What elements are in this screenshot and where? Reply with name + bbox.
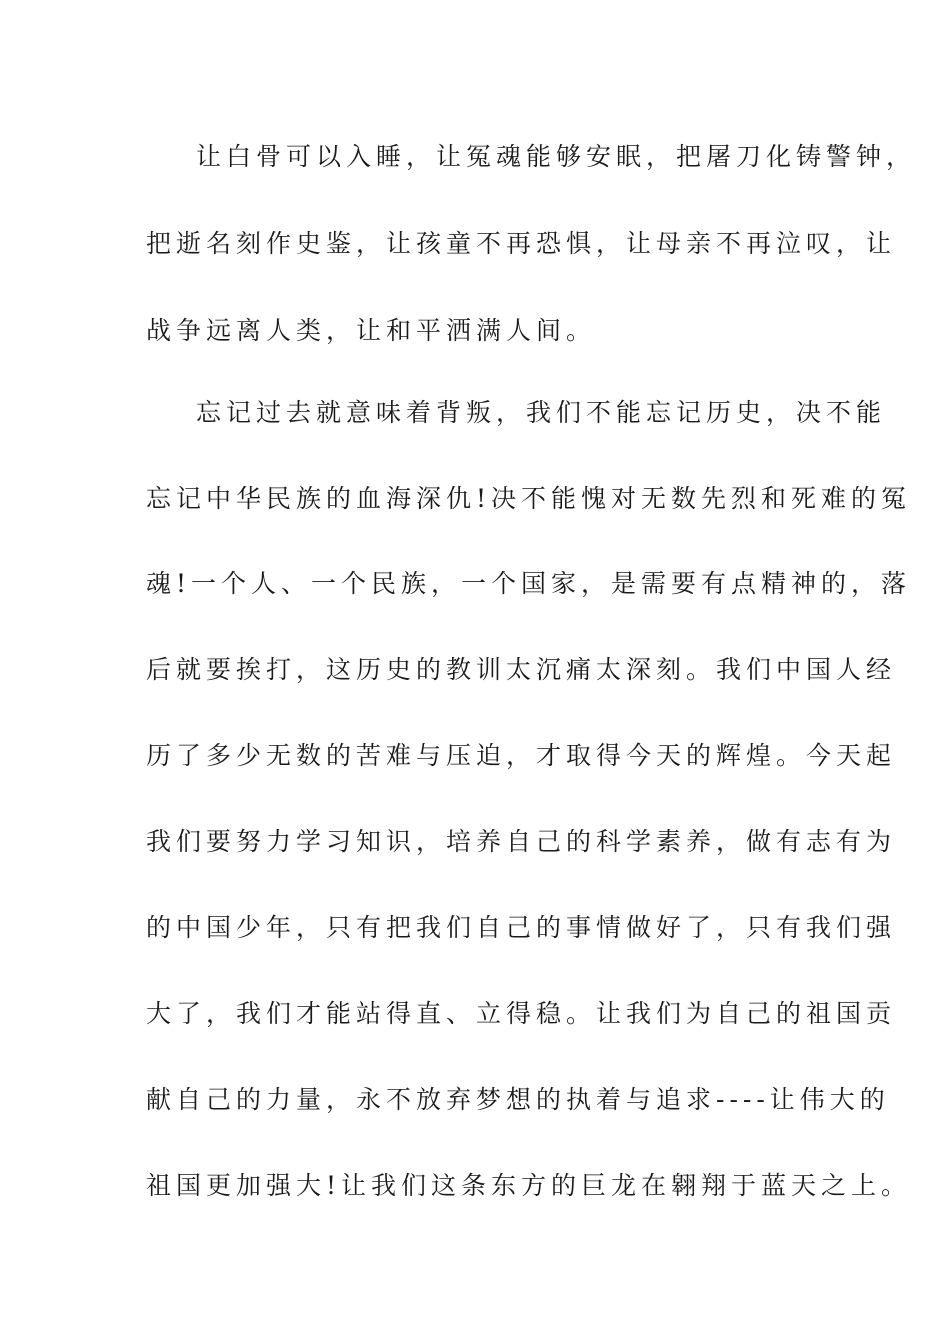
text-line-6: 魂!一个人、一个民族，一个国家，是需要有点精神的，落 xyxy=(146,569,912,598)
text-line-5: 忘记中华民族的血海深仇!决不能愧对无数先烈和死难的冤 xyxy=(146,484,912,513)
text-line-9: 我们要努力学习知识，培养自己的科学素养，做有志有为 xyxy=(146,827,897,856)
text-line-1: 让白骨可以入睡，让冤魂能够安眠，把屠刀化铸警钟， xyxy=(196,142,917,171)
text-line-11: 大了，我们才能站得直、立得稳。让我们为自己的祖国贡 xyxy=(146,999,897,1028)
text-line-2: 把逝名刻作史鉴，让孩童不再恐惧，让母亲不再泣叹，让 xyxy=(146,229,897,258)
text-line-7: 后就要挨打，这历史的教训太沉痛太深刻。我们中国人经 xyxy=(146,655,897,684)
text-line-3: 战争远离人类，让和平洒满人间。 xyxy=(146,316,597,345)
text-line-10: 的中国少年，只有把我们自己的事情做好了，只有我们强 xyxy=(146,913,897,942)
text-line-8: 历了多少无数的苦难与压迫，才取得今天的辉煌。今天起 xyxy=(146,741,897,770)
text-line-12: 献自己的力量，永不放弃梦想的执着与追求----让伟大的 xyxy=(146,1085,890,1114)
text-line-4: 忘记过去就意味着背叛，我们不能忘记历史，决不能 xyxy=(196,398,887,427)
text-line-13: 祖国更加强大!让我们这条东方的巨龙在翱翔于蓝天之上。 xyxy=(146,1171,912,1200)
